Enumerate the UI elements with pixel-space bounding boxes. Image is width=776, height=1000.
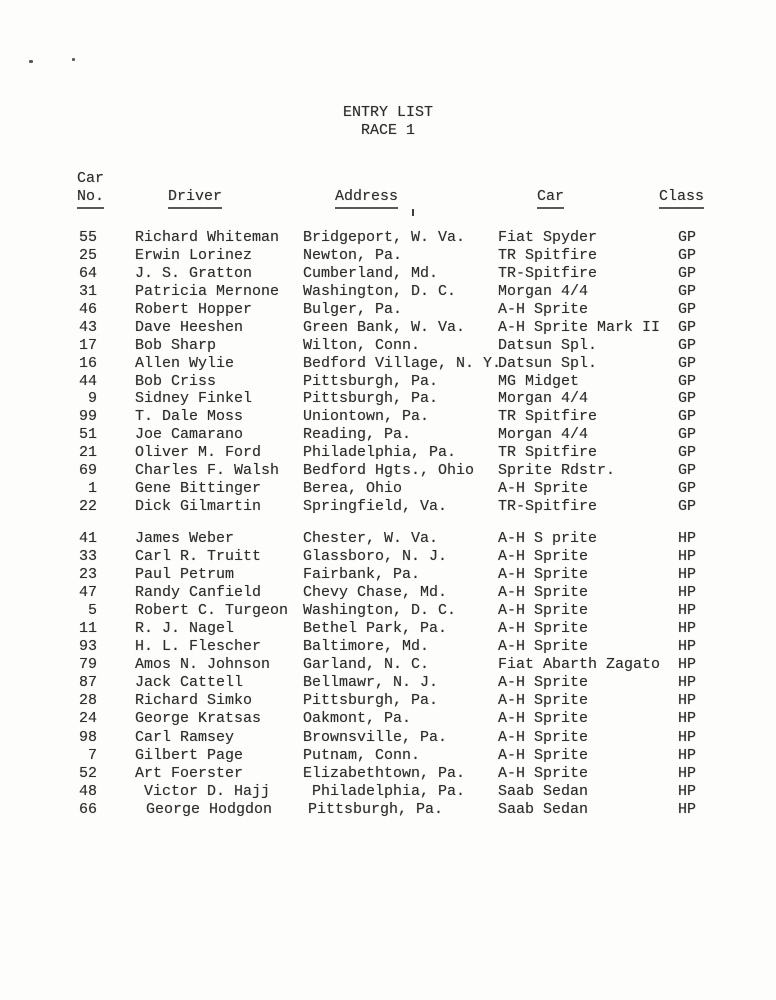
cell-address: Pittsburgh, Pa. [303, 372, 439, 390]
cell-class: GP [678, 462, 697, 480]
cell-address: Garland, N. C. [303, 656, 430, 674]
cell-address: Wilton, Conn. [303, 336, 421, 354]
table-row [0, 229, 776, 247]
cell-address: Bridgeport, W. Va. [303, 229, 466, 246]
table-row [0, 656, 776, 674]
scan-tick-mark [412, 209, 414, 216]
cell-address: Pittsburgh, Pa. [303, 692, 439, 710]
cell-car: A-H Sprite [498, 746, 589, 764]
cell-car-no: 47 [78, 584, 97, 602]
cell-car-no: 16 [78, 354, 97, 372]
cell-car-no: 93 [78, 638, 97, 656]
cell-address: Cumberland, Md. [303, 264, 439, 282]
cell-car: A-H Sprite [498, 566, 589, 584]
table-row [0, 247, 776, 265]
cell-class: HP [678, 530, 697, 547]
table-row [0, 319, 776, 337]
cell-class: HP [678, 656, 697, 674]
cell-driver: Bob Sharp [135, 336, 217, 354]
table-row [0, 426, 776, 444]
cell-car: Saab Sedan [498, 800, 589, 818]
cell-address: Pittsburgh, Pa. [308, 800, 444, 818]
cell-car: Morgan 4/4 [498, 426, 589, 444]
cell-address: Washington, D. C. [303, 282, 457, 300]
cell-address: Chester, W. Va. [303, 530, 439, 547]
cell-car: A-H Sprite [498, 548, 589, 566]
cell-car-no: 25 [78, 246, 97, 264]
cell-driver: Carl R. Truitt [135, 548, 262, 566]
header-car-no: No. [77, 188, 104, 209]
cell-class: HP [678, 710, 697, 728]
cell-car: TR Spitfire [498, 408, 598, 426]
table-row [0, 390, 776, 408]
cell-address: Philadelphia, Pa. [312, 782, 466, 800]
cell-car: A-H Sprite [498, 602, 589, 620]
cell-car: TR-Spitfire [498, 264, 598, 282]
cell-car-no: 69 [78, 462, 97, 480]
cell-driver: Sidney Finkel [135, 390, 253, 408]
cell-car-no: 52 [78, 764, 97, 782]
table-row [0, 548, 776, 566]
cell-class: GP [678, 354, 697, 372]
cell-car-no: 23 [78, 566, 97, 584]
cell-car: A-H Sprite [498, 480, 589, 498]
cell-address: Fairbank, Pa. [303, 566, 421, 584]
cell-car: Fiat Spyder [498, 229, 598, 246]
cell-car: A-H Sprite Mark II [498, 318, 661, 336]
cell-driver: Jack Cattell [135, 674, 244, 692]
table-row [0, 283, 776, 301]
cell-car-no: 99 [78, 408, 97, 426]
cell-driver: Carl Ramsey [135, 728, 235, 746]
table-row [0, 265, 776, 283]
entry-section-gp [0, 229, 776, 516]
cell-car-no: 44 [78, 372, 97, 390]
cell-car: Saab Sedan [498, 782, 589, 800]
header-class: Class [659, 188, 704, 209]
cell-class: HP [678, 566, 697, 584]
scan-speck [72, 58, 75, 61]
cell-address: Baltimore, Md. [303, 638, 430, 656]
table-row [0, 801, 776, 819]
cell-address: Bedford Hgts., Ohio [303, 462, 475, 480]
table-row [0, 765, 776, 783]
cell-class: GP [678, 498, 697, 516]
cell-class: GP [678, 408, 697, 426]
scan-speck [29, 60, 33, 63]
cell-car-no: 55 [78, 229, 97, 246]
cell-driver: Joe Camarano [135, 426, 244, 444]
cell-class: HP [678, 638, 697, 656]
cell-car: TR Spitfire [498, 246, 598, 264]
title-entry-list: ENTRY LIST [342, 104, 433, 121]
cell-car-no: 5 [87, 602, 97, 620]
cell-car-no: 43 [78, 318, 97, 336]
cell-car-no: 48 [78, 782, 97, 800]
cell-address: Reading, Pa. [303, 426, 412, 444]
cell-address: Bethel Park, Pa. [303, 620, 448, 638]
cell-address: Bulger, Pa. [303, 300, 403, 318]
cell-car-no: 41 [78, 530, 97, 547]
cell-driver: George Kratsas [135, 710, 262, 728]
cell-car: A-H Sprite [498, 710, 589, 728]
cell-driver: T. Dale Moss [135, 408, 244, 426]
cell-car-no: 28 [78, 692, 97, 710]
cell-address: Brownsville, Pa. [303, 728, 448, 746]
cell-driver: Dave Heeshen [135, 318, 244, 336]
cell-car-no: 21 [78, 444, 97, 462]
table-row [0, 301, 776, 319]
table-row [0, 692, 776, 710]
cell-car-no: 9 [87, 390, 97, 408]
cell-driver: George Hodgdon [146, 800, 273, 818]
cell-class: HP [678, 602, 697, 620]
document-title [0, 104, 776, 140]
cell-driver: Oliver M. Ford [135, 444, 262, 462]
cell-address: Berea, Ohio [303, 480, 403, 498]
cell-class: GP [678, 480, 697, 498]
cell-driver: J. S. Gratton [135, 264, 253, 282]
table-row [0, 462, 776, 480]
cell-address: Bellmawr, N. J. [303, 674, 439, 692]
table-row [0, 783, 776, 801]
cell-class: GP [678, 372, 697, 390]
table-row [0, 584, 776, 602]
cell-car: Sprite Rdstr. [498, 462, 616, 480]
cell-car: Datsun Spl. [498, 336, 598, 354]
cell-driver: Dick Gilmartin [135, 498, 262, 516]
table-row [0, 729, 776, 747]
cell-car: A-H Sprite [498, 584, 589, 602]
table-row [0, 530, 776, 548]
cell-class: HP [678, 620, 697, 638]
cell-car: A-H Sprite [498, 764, 589, 782]
cell-address: Bedford Village, N. Y. [303, 354, 502, 372]
cell-car: MG Midget [498, 372, 580, 390]
table-row [0, 408, 776, 426]
table-row [0, 566, 776, 584]
cell-class: GP [678, 426, 697, 444]
cell-address: Washington, D. C. [303, 602, 457, 620]
cell-car: A-H Sprite [498, 638, 589, 656]
cell-class: HP [678, 728, 697, 746]
cell-car: A-H S prite [498, 530, 598, 547]
cell-car-no: 31 [78, 282, 97, 300]
table-row [0, 747, 776, 765]
cell-car-no: 33 [78, 548, 97, 566]
table-row [0, 444, 776, 462]
cell-address: Pittsburgh, Pa. [303, 390, 439, 408]
cell-class: HP [678, 584, 697, 602]
cell-driver: Robert C. Turgeon [135, 602, 289, 620]
cell-car-no: 11 [78, 620, 97, 638]
cell-driver: Erwin Lorinez [135, 246, 253, 264]
table-row [0, 620, 776, 638]
cell-car-no: 66 [78, 800, 97, 818]
cell-driver: Gene Bittinger [135, 480, 262, 498]
cell-address: Glassboro, N. J. [303, 548, 448, 566]
cell-address: Green Bank, W. Va. [303, 318, 466, 336]
cell-class: HP [678, 782, 697, 800]
header-address: Address [335, 188, 398, 209]
cell-car-no: 24 [78, 710, 97, 728]
cell-class: HP [678, 692, 697, 710]
cell-car: A-H Sprite [498, 300, 589, 318]
table-row [0, 674, 776, 692]
cell-driver: Richard Simko [135, 692, 253, 710]
cell-driver: Art Foerster [135, 764, 244, 782]
cell-driver: Gilbert Page [135, 746, 244, 764]
cell-class: HP [678, 764, 697, 782]
cell-class: HP [678, 674, 697, 692]
cell-driver: Amos N. Johnson [135, 656, 271, 674]
table-row [0, 602, 776, 620]
cell-driver: Patricia Mernone [135, 282, 280, 300]
cell-car: Fiat Abarth Zagato [498, 656, 661, 674]
cell-class: GP [678, 318, 697, 336]
cell-driver: Bob Criss [135, 372, 217, 390]
table-row [0, 373, 776, 391]
cell-class: GP [678, 444, 697, 462]
cell-driver: Richard Whiteman [135, 229, 280, 246]
cell-car-no: 46 [78, 300, 97, 318]
cell-driver: Paul Petrum [135, 566, 235, 584]
cell-car-no: 79 [78, 656, 97, 674]
cell-address: Uniontown, Pa. [303, 408, 430, 426]
cell-driver: Robert Hopper [135, 300, 253, 318]
entry-section-hp [0, 530, 776, 819]
table-row [0, 355, 776, 373]
table-row [0, 498, 776, 516]
cell-class: GP [678, 229, 697, 246]
cell-car: TR-Spitfire [498, 498, 598, 516]
cell-class: HP [678, 548, 697, 566]
table-row [0, 337, 776, 355]
cell-driver: H. L. Flescher [135, 638, 262, 656]
cell-car: A-H Sprite [498, 674, 589, 692]
cell-car: A-H Sprite [498, 620, 589, 638]
cell-class: HP [678, 746, 697, 764]
cell-car-no: 1 [87, 480, 97, 498]
table-row [0, 480, 776, 498]
header-car: Car [537, 188, 564, 209]
cell-car-no: 64 [78, 264, 97, 282]
table-row [0, 638, 776, 656]
cell-car-no: 7 [87, 746, 97, 764]
cell-car: Morgan 4/4 [498, 282, 589, 300]
cell-address: Elizabethtown, Pa. [303, 764, 466, 782]
cell-address: Putnam, Conn. [303, 746, 421, 764]
cell-class: GP [678, 264, 697, 282]
cell-car-no: 98 [78, 728, 97, 746]
cell-car: A-H Sprite [498, 728, 589, 746]
cell-car-no: 22 [78, 498, 97, 516]
cell-car-no: 87 [78, 674, 97, 692]
title-race-number: RACE 1 [360, 122, 415, 139]
cell-driver: Charles F. Walsh [135, 462, 280, 480]
header-car-no-top: Car [77, 170, 105, 187]
cell-driver: R. J. Nagel [135, 620, 235, 638]
cell-class: GP [678, 300, 697, 318]
cell-address: Philadelphia, Pa. [303, 444, 457, 462]
table-row [0, 710, 776, 728]
cell-address: Newton, Pa. [303, 246, 403, 264]
cell-car: TR Spitfire [498, 444, 598, 462]
cell-address: Springfield, Va. [303, 498, 448, 516]
cell-driver: Victor D. Hajj [144, 782, 271, 800]
cell-car: A-H Sprite [498, 692, 589, 710]
cell-driver: James Weber [135, 530, 235, 547]
cell-class: GP [678, 336, 697, 354]
cell-class: GP [678, 282, 697, 300]
cell-class: HP [678, 800, 697, 818]
cell-car: Datsun Spl. [498, 354, 598, 372]
cell-address: Oakmont, Pa. [303, 710, 412, 728]
cell-car-no: 17 [78, 336, 97, 354]
header-driver: Driver [168, 188, 222, 209]
cell-address: Chevy Chase, Md. [303, 584, 448, 602]
cell-car: Morgan 4/4 [498, 390, 589, 408]
cell-class: GP [678, 390, 697, 408]
cell-driver: Randy Canfield [135, 584, 262, 602]
cell-class: GP [678, 246, 697, 264]
cell-driver: Allen Wylie [135, 354, 235, 372]
cell-car-no: 51 [78, 426, 97, 444]
